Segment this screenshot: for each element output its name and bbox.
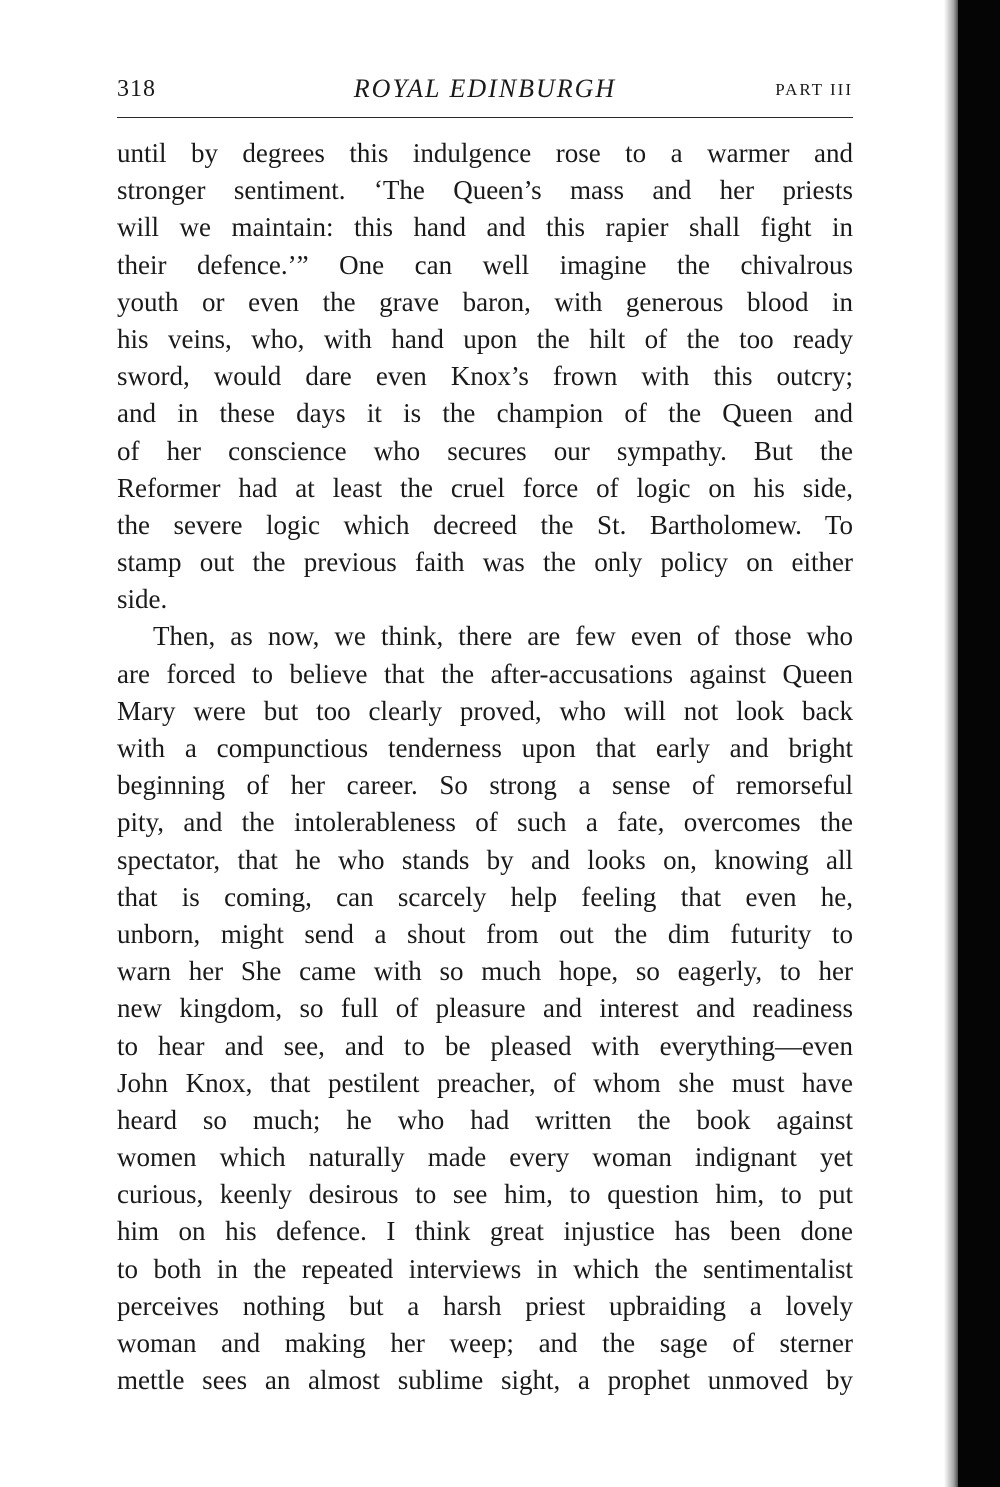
part-label: PART III <box>775 80 853 99</box>
text-line: woman and making her weep; and the sage of sterner <box>117 1328 853 1358</box>
text-line: John Knox, that pestilent preacher, of whom she must have <box>117 1067 853 1098</box>
text-line: stamp out the previous faith was the only policy on either <box>117 547 853 578</box>
text-line: beginning of her career. So strong a sense of remorseful <box>117 770 853 801</box>
text-line: the severe logic which decreed the St. Bartholomew. To <box>117 509 853 540</box>
paragraph-1 <box>117 135 853 618</box>
text-line: Mary were but too clearly proved, who will not look back <box>117 695 853 726</box>
text-line: heard so much; he who had written the book against <box>117 1104 853 1135</box>
text-line: mettle sees an almost sublime sight, a prophet unmoved by <box>117 1365 853 1396</box>
text-line: their defence.’” One can well imagine the chivalrous <box>117 249 853 280</box>
binding-edge <box>958 0 1000 1487</box>
text-line: spectator, that he who stands by and looks on, knowing all <box>117 844 853 875</box>
text-line: Reformer had at least the cruel force of logic on his side, <box>117 472 853 503</box>
text-line: Then, as now, we think, there are few even of those who <box>153 621 853 652</box>
page-number: 318 <box>117 76 156 102</box>
text-line: to hear and see, and to be pleased with everything—even <box>117 1030 853 1061</box>
text-line: of her conscience who secures our sympathy. But the <box>117 435 853 466</box>
text-line: him on his defence. I think great injustice has been done <box>117 1216 853 1247</box>
text-line: perceives nothing but a harsh priest upbraiding a lovely <box>117 1290 853 1321</box>
header-rule <box>117 117 853 118</box>
text-line: side. <box>117 584 168 615</box>
text-line: that is coming, can scarcely help feeling that even he, <box>117 881 853 912</box>
body-text <box>117 135 853 1399</box>
text-line: with a compunctious tenderness upon that early and bright <box>117 733 853 763</box>
paragraph-2 <box>117 618 853 1399</box>
running-title: ROYAL EDINBURGH <box>353 74 617 103</box>
text-line: to both in the repeated interviews in which the sentimentalist <box>117 1253 853 1284</box>
text-line: until by degrees this indulgence rose to a warmer and <box>117 138 853 168</box>
text-line: will we maintain: this hand and this rapier shall fight in <box>117 212 853 243</box>
text-line: youth or even the grave baron, with generous blood in <box>117 286 853 317</box>
text-line: unborn, might send a shout from out the dim futurity to <box>117 918 853 949</box>
text-line: stronger sentiment. ‘The Queen’s mass and her priests <box>117 175 853 206</box>
text-line: pity, and the intolerableness of such a fate, overcomes the <box>117 807 853 838</box>
text-line: sword, would dare even Knox’s frown with this outcry; <box>117 361 853 392</box>
text-line: curious, keenly desirous to see him, to question him, to put <box>117 1179 853 1210</box>
text-line: are forced to believe that the after-accusations against Queen <box>117 658 853 689</box>
text-line: and in these days it is the champion of the Queen and <box>117 398 853 429</box>
running-header <box>117 70 853 106</box>
text-line: new kingdom, so full of pleasure and interest and readiness <box>117 993 853 1024</box>
text-line: women which naturally made every woman indignant yet <box>117 1142 853 1173</box>
text-line: warn her She came with so much hope, so eagerly, to her <box>117 956 853 987</box>
text-line: his veins, who, with hand upon the hilt of the too ready <box>117 323 853 354</box>
